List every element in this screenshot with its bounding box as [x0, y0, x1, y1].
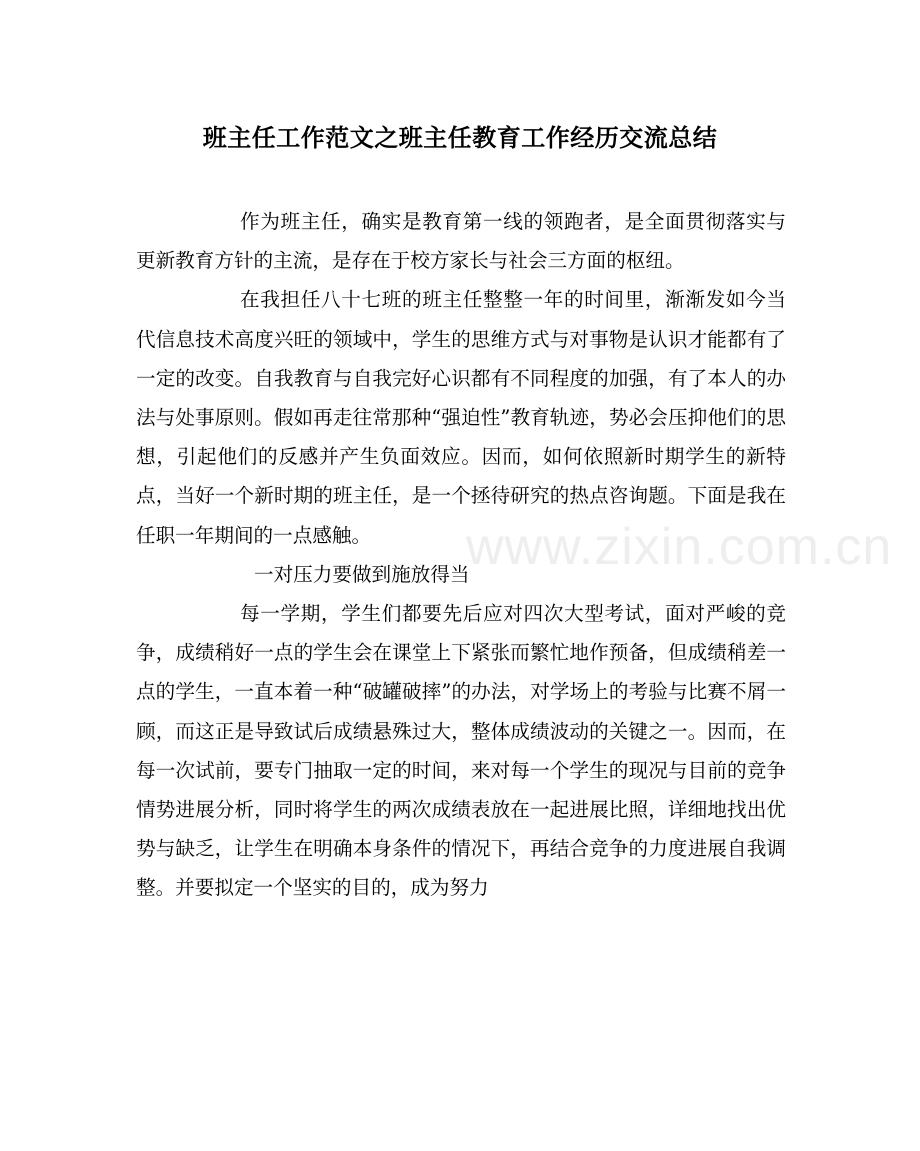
paragraph-intro: 作为班主任，确实是教育第一线的领跑者，是全面贯彻落实与更新教育方针的主流，是存在于校方家长与社会三方面的枢纽。 — [136, 210, 786, 273]
document-body — [136, 202, 786, 908]
section-heading: 一对压力要做到施放得当 — [254, 562, 470, 586]
watermark-text: www.zixin.com.cn — [466, 518, 893, 576]
document-title: 班主任工作范文之班主任教育工作经历交流总结 — [202, 123, 718, 152]
paragraph-background: 在我担任八十七班的班主任整整一年的时间里，渐渐发如今当代信息技术高度兴旺的领域中，学生的思维方式与对事物是认识才能都有了一定的改变。自我教育与自我完好心识都有不同程度的加强，有了本人的办法与处事原则。假如再走往常那种“强迫性”教育轨迹，势必会压抑他们的思想，引起他们的反感并产生负面效应。因而，如何依照新时期学生的新特点，当好一个新时期的班主任，是一个拯待研究的热点咨询题。下面是我在任职一年期间的一点感触。 — [136, 288, 786, 547]
paragraph-pressure: 每一学期，学生们都要先后应对四次大型考试，面对严峻的竞争，成绩稍好一点的学生会在课堂上下紧张而繁忙地作预备，但成绩稍差一点的学生，一直本着一种“破罐破摔”的办法，对学场上的考验与比赛不屑一顾，而这正是导致试后成绩悬殊过大，整体成绩波动的关键之一。因而，在每一次试前，要专门抽取一定的时间，来对每一个学生的现况与目前的竞争情势进展分析，同时将学生的两次成绩表放在一起进展比照，详细地找出优势与缺乏，让学生在明确本身条件的情况下，再结合竞争的力度进展自我调整。并要拟定一个坚实的目的，成为努力 — [136, 602, 786, 900]
